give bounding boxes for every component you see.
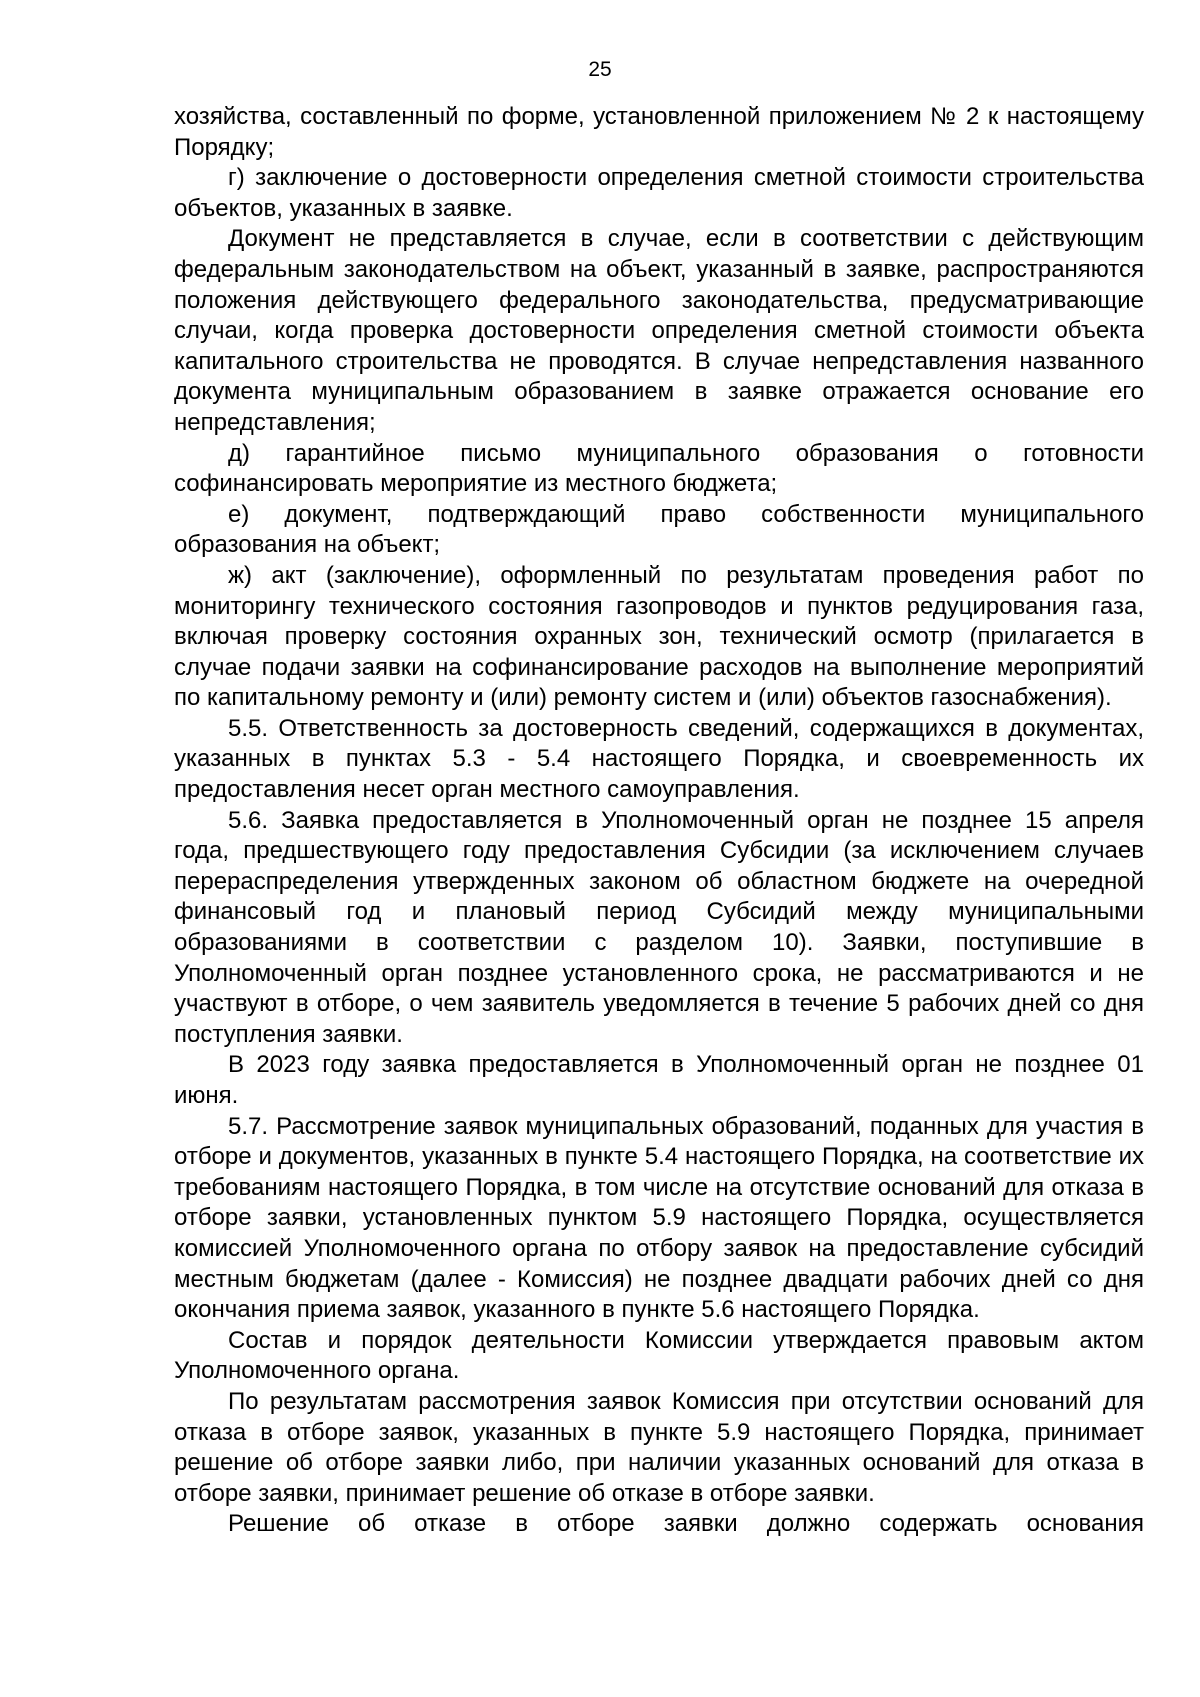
document-body [174,102,1144,1540]
paragraph-refusal-decision: Решение об отказе в отборе заявки должно содержать основания [228,1510,1144,1538]
page-number: 25 [588,58,612,81]
paragraph-item-e: е) документ, подтверждающий право собственности муниципального образования на объект; [174,500,1144,559]
paragraph-item-g: г) заключение о достоверности определения сметной стоимости строительства объектов, указанных в заявке. [174,164,1144,222]
paragraph-clause-5-5: 5.5. Ответственность за достоверность сведений, содержащихся в документах, указанных в пунктах 5.3 - 5.4 настоящего Порядка, и своевременность их предоставления несет орган местного самоуправления. [174,714,1144,804]
paragraph-document-exception: Документ не представляется в случае, если в соответствии с действующим федеральным законодательством на объект, указанный в заявке, распространяются положения действующего федерального законодательства, предусматривающие случаи, когда проверка достоверности определения сметной стоимости объекта капитального строительства не проводятся. В случае непредставления названного документа муниципальным образованием в заявке отражается основание его непредставления; [174,225,1144,436]
paragraph-commission-composition: Состав и порядок деятельности Комиссии утверждается правовым актом Уполномоченного органа. [174,1326,1144,1385]
paragraph-item-d: д) гарантийное письмо муниципального образования о готовности софинансировать мероприятие из местного бюджета; [174,439,1144,498]
paragraph-clause-5-7: 5.7. Рассмотрение заявок муниципальных образований, поданных для участия в отборе и документов, указанных в пункте 5.4 настоящего Порядка, на соответствие их требованиям настоящего Порядка, в том числе на отсутствие оснований для отказа в отборе заявки, установленных пунктом 5.9 настоящего Порядка, осуществляется комиссией Уполномоченного органа по отбору заявок на предоставление субсидий местным бюджетам (далее - Комиссия) не позднее двадцати рабочих дней со дня окончания приема заявок, указанного в пункте 5.6 настоящего Порядка. [174,1112,1144,1324]
paragraph-2023-deadline: В 2023 году заявка предоставляется в Уполномоченный орган не позднее 01 июня. [174,1051,1144,1109]
paragraph-continuation: хозяйства, составленный по форме, установленной приложением № 2 к настоящему Порядку; [174,103,1144,161]
paragraph-item-zh: ж) акт (заключение), оформленный по результатам проведения работ по мониторингу технического состояния газопроводов и пунктов редуцирования газа, включая проверку состояния охранных зон, технический осмотр (прилагается в случае подачи заявки на софинансирование расходов на выполнение мероприятий по капитальному ремонту и (или) ремонту систем и (или) объектов газоснабжения). [174,561,1144,712]
paragraph-clause-5-6: 5.6. Заявка предоставляется в Уполномоченный орган не позднее 15 апреля года, предшествующего году предоставления Субсидии (за исключением случаев перераспределения утвержденных законом об областном бюджете на очередной финансовый год и плановый период Субсидий между муниципальными образованиями в соответствии с разделом 10). Заявки, поступившие в Уполномоченный орган позднее установленного срока, не рассматриваются и не участвуют в отборе, о чем заявитель уведомляется в течение 5 рабочих дней со дня поступления заявки. [174,806,1144,1048]
paragraph-commission-decision: По результатам рассмотрения заявок Комиссия при отсутствии оснований для отказа в отборе заявок, указанных в пункте 5.9 настоящего Порядка, принимает решение об отборе заявки либо, при наличии указанных оснований для отказа в отборе заявки, принимает решение об отказе в отборе заявки. [174,1387,1144,1507]
